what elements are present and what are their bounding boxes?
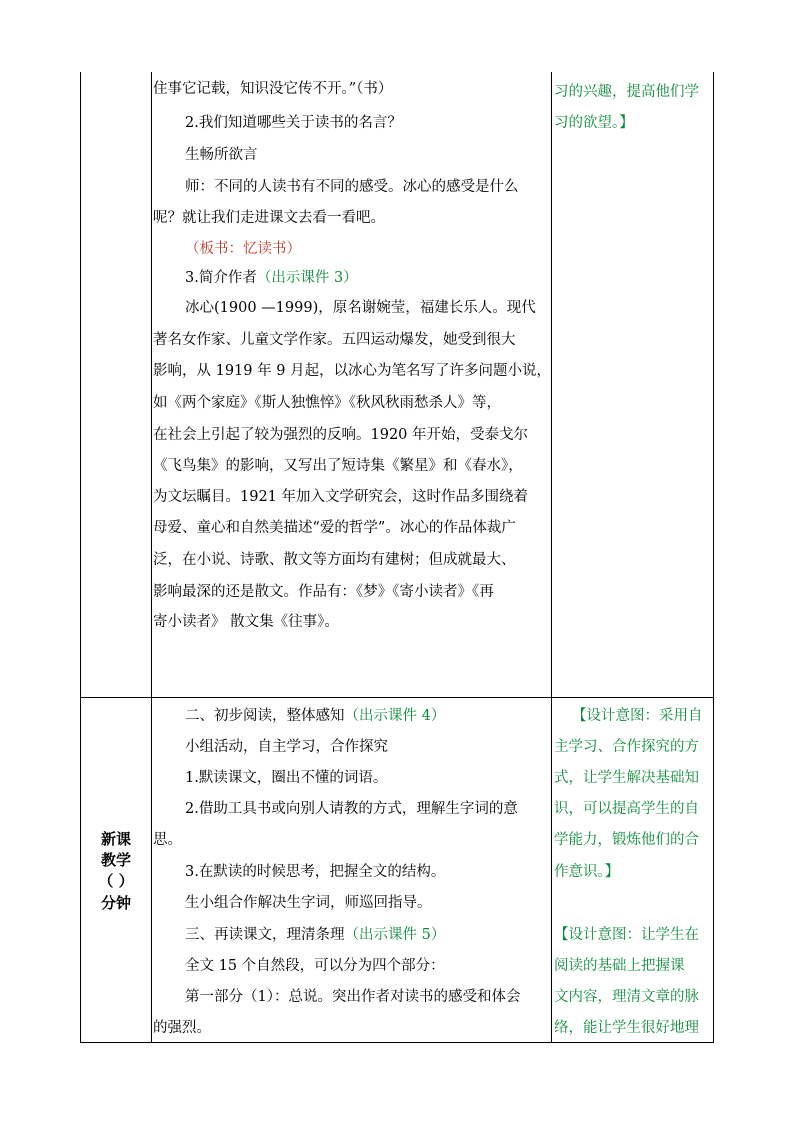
text-line: 泛，在小说、诗歌、散文等方面均有建树；但成就最大、 [153,552,516,568]
stage-label-line: 新课 [100,830,131,848]
text-line: 思。 [153,832,182,848]
stage-label-line: 教学 [100,851,131,869]
text-line: 2.我们知道哪些关于读书的名言？ [185,115,402,131]
text-line: 影响最深的还是散文。作品有：《梦》《寄小读者》《再 [153,584,494,600]
section-heading: 3.简介作者 [185,270,257,286]
section-heading: 二、初步阅读，整体感知 [185,708,345,724]
text-line: 为文坛瞩目。1921 年加入文学研究会，这时作品多围绕着 [153,489,529,505]
intent-line: 络，能让学生很好地理 [554,1020,699,1036]
intent-line: 文内容，理清文章的脉 [554,989,699,1005]
intent-line: 主学习、合作探究的方 [554,739,699,755]
intent-line: 式，让学生解决基础知 [554,770,699,786]
stage-label-line: （ ） [98,872,134,890]
intent-line: 习的兴趣，提高他们学 [554,84,699,100]
intent-line: 习的欲望。】 [554,115,634,131]
table-divider-1 [151,72,152,1042]
text-line: 《飞鸟集》的影响，又写出了短诗集《繁星》和《春水》， [153,458,523,474]
intent-line: 【设计意图：采用自 [572,708,703,724]
text-line: 著名女作家、儿童文学作家。五四运动爆发，她受到很大 [153,332,516,348]
text-line: 第一部分（1）：总说。突出作者对读书的感受和体会 [185,989,521,1005]
text-line: 生畅所欲言 [185,147,258,163]
text-line: 生小组合作解决生字词，师巡回指导。 [185,895,432,911]
intent-line: 学能力，锻炼他们的合 [554,832,699,848]
text-line: 1.默读课文，圈出不懂的词语。 [185,770,388,786]
text-line [185,925,445,945]
text-line: 母爱、童心和自然美描述“爱的哲学”。冰心的作品体裁广 [153,520,516,536]
text-line: 住事它记载，知识没它传不开。”（书） [153,81,393,97]
text-line [185,706,445,726]
text-line: 影响，从 1919 年 9 月起，以冰心为笔名写了许多问题小说， [153,363,552,379]
section-heading: 三、再读课文，理清条理 [185,927,345,943]
courseware-note: （出示课件 5） [344,927,446,943]
text-line [185,268,358,288]
text-line: 小组活动，自主学习，合作探究 [185,739,388,755]
text-line: 冰心(1900 —1999)，原名谢婉莹，福建长乐人。现代 [185,300,536,316]
text-line: 在社会上引起了较为强烈的反响。1920 年开始，受泰戈尔 [153,427,529,443]
text-line: 2.借助工具书或向别人请教的方式，理解生字词的意 [185,801,518,817]
board-note: （板书：忆读书） [185,241,301,257]
text-line: 如《两个家庭》《斯人独憔悴》《秋风秋雨愁杀人》等， [153,395,501,411]
intent-line: 作意识。】 [554,864,620,880]
text-line: 3.在默读的时候思考，把握全文的结构。 [185,864,446,880]
intent-line: 【设计意图：让学生在 [554,927,699,943]
text-line: 呢？就让我们走进课文去看一看吧。 [153,210,385,226]
table-border-right [713,72,714,1042]
courseware-note: （出示课件 4） [344,708,446,724]
table-border-bottom [80,1042,714,1043]
text-line: 的强烈。 [153,1020,211,1036]
text-line: 师：不同的人读书有不同的感受。冰心的感受是什么 [185,179,519,195]
row-divider [80,697,714,698]
intent-line: 识，可以提高学生的自 [554,801,699,817]
intent-line: 阅读的基础上把握课 [554,958,685,974]
text-line: 寄小读者》 散文集《往事》。 [153,614,339,630]
courseware-note: （出示课件 3） [256,270,358,286]
table-divider-2 [551,72,552,1042]
stage-label-line: 分钟 [100,894,131,912]
text-line: 全文 15 个自然段，可以分为四个部分： [185,958,445,974]
